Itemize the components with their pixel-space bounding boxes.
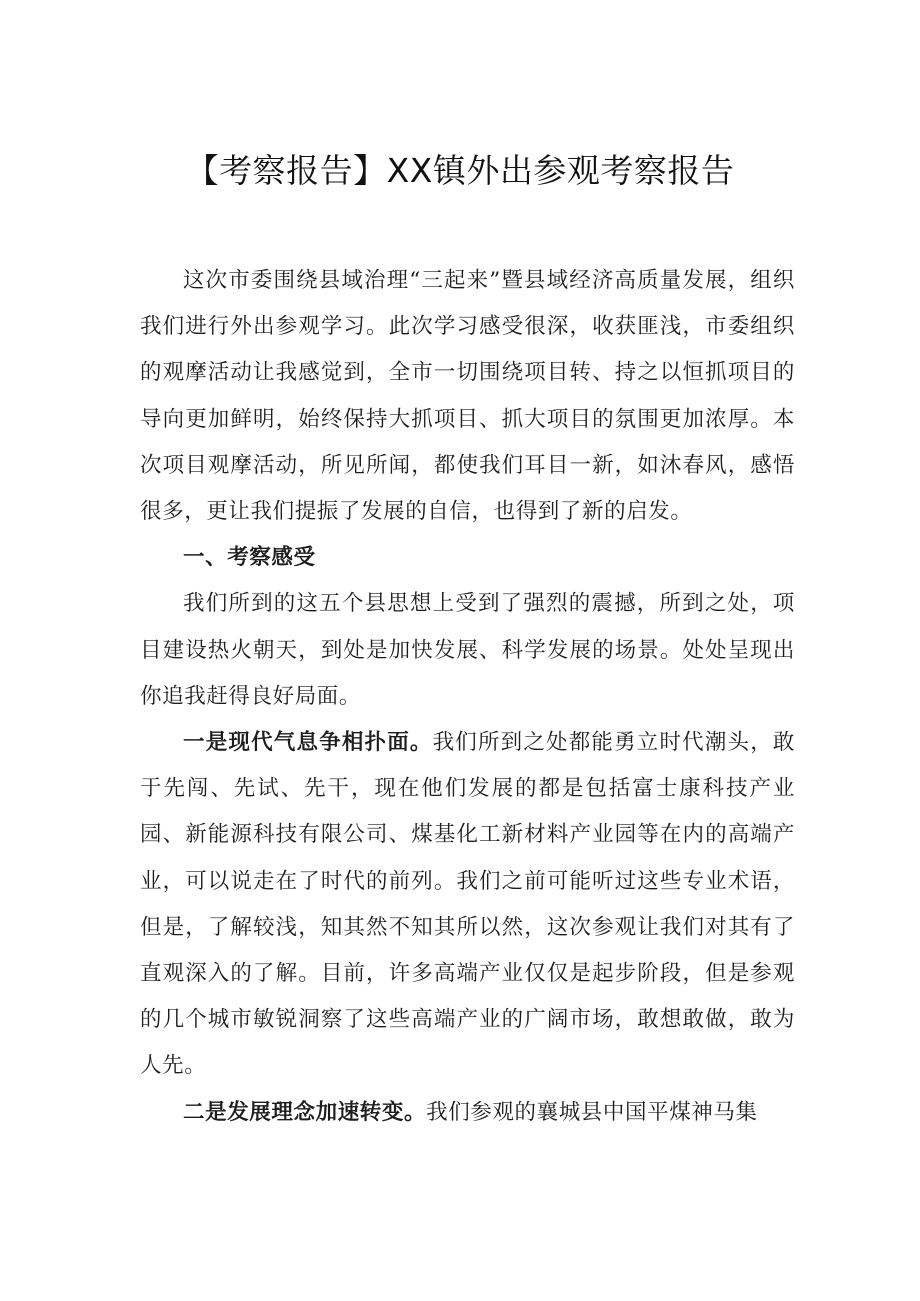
intro-paragraph: 这次市委围绕县域治理“三起来”暨县域经济高质量发展，组织我们进行外出参观学习。此次学习感受很深，收获匪浅，市委组织的观摩活动让我感觉到，全市一切围绕项目转、持之以恒抓项目的导向更加鲜明，始终保持大抓项目、抓大项目的氛围更加浓厚。本次项目观摩活动，所见所闻，都使我们耳目一新，如沐春风，感悟很多，更让我们提振了发展的自信，也得到了新的启发。 [140,268,795,525]
section-heading: 一、考察感受 [183,545,316,571]
section-paragraph: 我们所到的这五个县思想上受到了强烈的震撼，所到之处，项目建设热火朝天，到处是加快发展、科学发展的场景。处处呈现出你追我赶得良好局面。 [140,591,795,709]
point-one-lead: 一是现代气息争相扑面。 [183,730,433,756]
document-title: 【考察报告】XX镇外出参观考察报告 [185,151,735,190]
document-body [140,258,795,1136]
point-two-lead: 二是发展理念加速转变。 [183,1099,427,1125]
point-one-paragraph [140,720,795,1090]
point-one-text: 我们所到之处都能勇立时代潮头，敢于先闯、先试、先干，现在他们发展的都是包括富士康科技产业园、新能源科技有限公司、煤基化工新材料产业园等在内的高端产业，可以说走在了时代的前列。我们之前可能听过这些专业术语，但是，了解较浅，知其然不知其所以然，这次参观让我们对其有了直观深入的了解。目前，许多高端产业仅仅是起步阶段，但是参观的几个城市敏锐洞察了这些高端产业的广阔市场，敢想敢做，敢为人先。 [140,730,795,1079]
point-two-paragraph [140,1090,795,1136]
point-two-text: 我们参观的襄城县中国平煤神马集 [426,1099,758,1125]
